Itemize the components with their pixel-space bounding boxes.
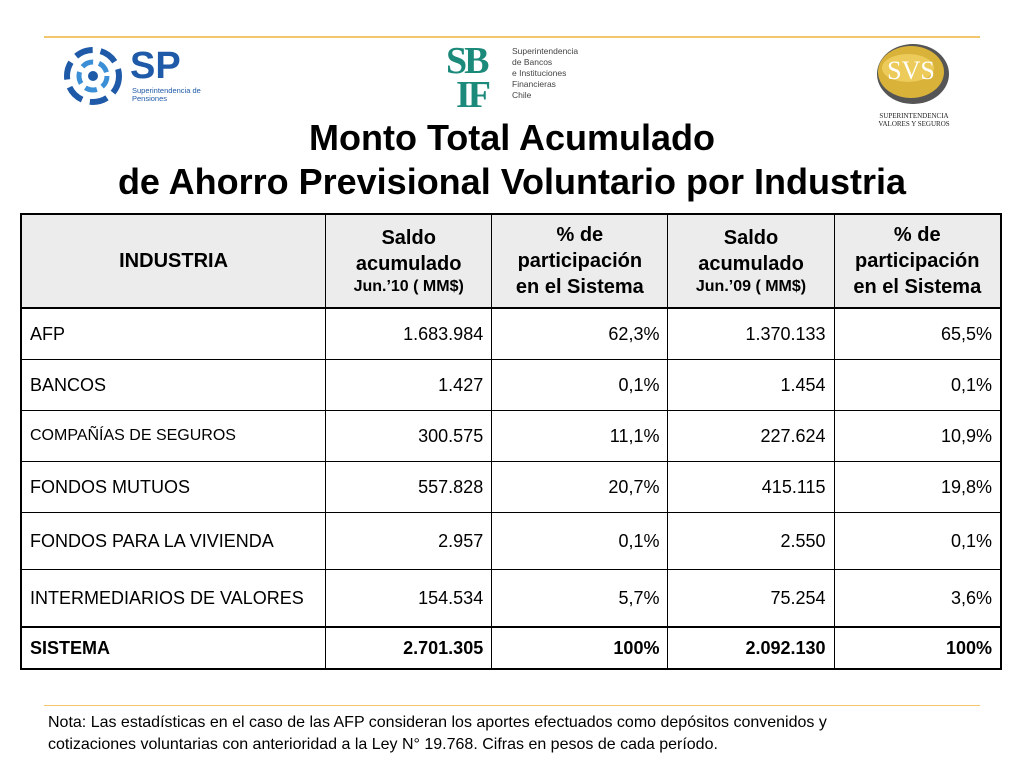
cell-pct-2010: 62,3% [492,308,668,360]
table-row [21,411,1001,462]
header-saldo-2010 [326,214,492,308]
cell-pct-2009: 100% [834,627,1001,669]
cell-pct-2010: 0,1% [492,513,668,570]
sbif-mark-bottom: IF [456,74,488,116]
table-row [21,308,1001,360]
cell-saldo-2009: 2.092.130 [668,627,834,669]
cell-industria: FONDOS PARA LA VIVIENDA [21,513,326,570]
svs-mark: SVS [887,56,935,85]
header-industria: INDUSTRIA [21,214,326,308]
footnote [48,712,948,756]
header-saldo-2010-main: Saldo acumulado [355,227,462,275]
cell-saldo-2010: 1.427 [326,360,492,411]
cell-saldo-2010: 557.828 [326,462,492,513]
cell-industria: BANCOS [21,360,326,411]
sbif-line: Chile [512,90,532,100]
cell-pct-2009: 10,9% [834,411,1001,462]
cell-saldo-2009: 1.370.133 [668,308,834,360]
footnote-line1: Nota: Las estadísticas en el caso de las AFP consideran los aportes efectuados como depósitos convenidos y [48,714,827,731]
industry-table [20,213,1002,670]
header-pct-2010 [492,214,668,308]
table-row [21,513,1001,570]
page-title [0,116,1024,204]
sbif-line: Superintendencia [512,46,579,56]
cell-pct-2009: 0,1% [834,513,1001,570]
title-line2: de Ahorro Previsional Voluntario por Industria [117,161,907,202]
sp-mark: SP [130,45,181,87]
cell-saldo-2009: 2.550 [668,513,834,570]
sp-subtitle-line1: Superintendencia de [132,86,201,95]
header-pct-2009-line1: % de [893,224,941,246]
cell-pct-2010: 11,1% [492,411,668,462]
sbif-line: de Bancos [512,57,553,67]
cell-industria: FONDOS MUTUOS [21,462,326,513]
cell-pct-2009: 0,1% [834,360,1001,411]
sp-subtitle-line2: Pensiones [132,94,168,103]
header-saldo-2009-main: Saldo acumulado [698,227,804,275]
cell-saldo-2010: 1.683.984 [326,308,492,360]
footnote-line2: cotizaciones voluntarias con anterioridad a la Ley N° 19.768. Cifras en pesos de cada período. [48,736,718,753]
svs-subtitle-line1: SUPERINTENDENCIA [879,112,949,120]
cell-saldo-2010: 2.701.305 [326,627,492,669]
header-saldo-2010-sub: Jun.’10 ( MM$) [353,278,464,295]
header-pct-2010-line3: en el Sistema [515,276,644,298]
sbif-line: Financieras [512,79,556,89]
sbif-mark-top: SB [446,40,487,82]
cell-industria: COMPAÑÍAS DE SEGUROS [21,411,326,462]
cell-saldo-2009: 1.454 [668,360,834,411]
header-pct-2009-line2: participación [855,250,980,272]
table-row [21,360,1001,411]
header-pct-2009 [834,214,1001,308]
svs-subtitle-line2: VALORES Y SEGUROS [878,120,950,128]
cell-pct-2009: 3,6% [834,570,1001,628]
top-divider [44,36,980,38]
cell-pct-2009: 19,8% [834,462,1001,513]
cell-pct-2009: 65,5% [834,308,1001,360]
cell-saldo-2009: 415.115 [668,462,834,513]
sp-emblem-icon [58,42,128,110]
cell-saldo-2010: 2.957 [326,513,492,570]
sp-subtitle [132,87,201,103]
header-saldo-2009 [668,214,834,308]
cell-saldo-2010: 300.575 [326,411,492,462]
cell-industria: AFP [21,308,326,360]
table-row [21,570,1001,628]
cell-saldo-2009: 75.254 [668,570,834,628]
header-pct-2010-line2: participación [517,250,643,272]
cell-pct-2010: 0,1% [492,360,668,411]
sbif-text [512,46,578,101]
table-row [21,462,1001,513]
header-saldo-2009-sub: Jun.’09 ( MM$) [695,278,807,295]
header-row [21,214,1001,308]
cell-saldo-2010: 154.534 [326,570,492,628]
total-row [21,627,1001,669]
cell-pct-2010: 5,7% [492,570,668,628]
bottom-divider [44,705,980,706]
header-pct-2009-line3: en el Sistema [853,276,982,298]
title-line1: Monto Total Acumulado [309,117,715,158]
header-pct-2010-line1: % de [556,224,604,246]
cell-pct-2010: 20,7% [492,462,668,513]
sbif-line: e Instituciones [512,68,567,78]
sbif-logo [446,40,596,116]
cell-saldo-2009: 227.624 [668,411,834,462]
cell-industria: INTERMEDIARIOS DE VALORES [21,570,326,628]
cell-industria: SISTEMA [21,627,326,669]
cell-pct-2010: 100% [492,627,668,669]
sp-logo [58,42,218,110]
